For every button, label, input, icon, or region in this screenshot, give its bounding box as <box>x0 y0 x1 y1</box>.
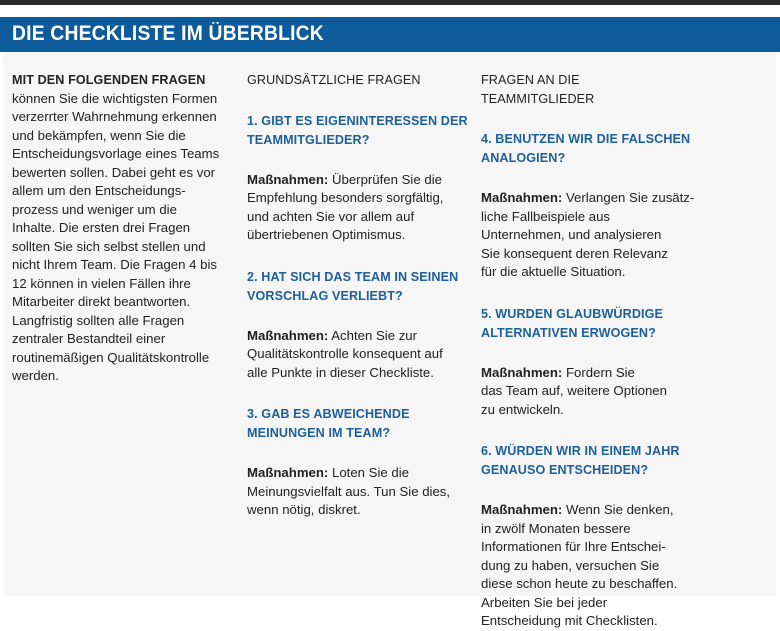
question-3: 3. GAB ES ABWEICHENDE MEINUNGEN IM TEAM? <box>247 407 410 440</box>
basic-questions-column <box>247 71 472 520</box>
team-questions-heading: FRAGEN AN DIE TEAMMITGLIEDER <box>481 73 595 106</box>
question-6: 6. WÜRDEN WIR IN EINEM JAHR GENAUSO ENTSCHEIDEN? <box>481 444 680 477</box>
measure-text: Fordern Sie das Team auf, weitere Optionen zu entwickeln. <box>481 364 667 417</box>
measure-text: Achten Sie zur Qualitätskontrolle konsequent auf alle Punkte in dieser Checkliste. <box>247 327 443 380</box>
team-questions-column <box>481 71 696 631</box>
measure-text: Wenn Sie denken, in zwölf Monaten bessere Informationen für Ihre Entschei- dung zu haben, versuchen Sie diese schon heute zu beschaffen. Arbeiten Sie bei jeder Entscheidung mit Checklisten. <box>481 502 678 628</box>
basic-questions-heading: GRUNDSÄTZLICHE FRAGEN <box>247 73 421 87</box>
measure-5 <box>481 364 696 420</box>
measure-text: Überprüfen Sie die Empfehlung besonders sorgfältig, und achten Sie vor allem auf übertriebenen Optimismus. <box>247 171 444 242</box>
question-4: 4. BENUTZEN WIR DIE FALSCHEN ANALOGIEN? <box>481 132 691 165</box>
title-banner <box>0 17 780 52</box>
measure-1 <box>247 171 472 245</box>
question-5: 5. WURDEN GLAUBWÜRDIGE ALTERNATIVEN ERWOGEN? <box>481 306 664 340</box>
measure-label: Maßnahmen: <box>481 190 563 205</box>
intro-column <box>12 71 237 386</box>
measure-label: Maßnahmen: <box>247 171 329 187</box>
measure-2 <box>247 327 472 383</box>
page-title: DIE CHECKLISTE IM ÜBERBLICK <box>12 22 324 45</box>
intro-heading: MIT DEN FOLGENDEN FRAGEN <box>12 73 206 87</box>
measure-label: Maßnahmen: <box>481 364 563 380</box>
measure-label: Maßnahmen: <box>247 327 329 343</box>
question-1: 1. GIBT ES EIGENINTERESSEN DER TEAMMITGLIEDER? <box>247 113 468 147</box>
top-rule <box>0 0 780 5</box>
measure-text: Loten Sie die Meinungsvielfalt aus. Tun Sie dies, wenn nötig, diskret. <box>247 465 451 517</box>
intro-text: können Sie die wichtigsten Formen verzerrter Wahrnehmung erkennen und bekämpfen, wenn Sie die Entscheidungsvorlage eines Teams bewerten sollen. Dabei geht es vor allem um den Entscheidungs- prozess und weniger um die Inhalte. Die ersten drei Fragen sollten Sie sich selbst stellen und nicht Ihrem Team. Die Fragen 4 bis 12 können in vielen Fällen ihre Mitarbeiter direkt beantworten. Langfristig sollten alle Fragen zentraler Bestandteil einer routinemäßigen Qualitätskontrolle werden. <box>12 90 220 383</box>
question-2: 2. HAT SICH DAS TEAM IN SEINEN VORSCHLAG VERLIEBT? <box>247 269 459 303</box>
measure-label: Maßnahmen: <box>247 465 329 480</box>
measure-6 <box>481 501 696 631</box>
measure-3 <box>247 464 472 520</box>
measure-text: Verlangen Sie zusätz- liche Fallbeispiele aus Unternehmen, und analysieren Sie konsequent deren Relevanz für die aktuelle Situation. <box>481 190 695 279</box>
measure-4 <box>481 189 696 282</box>
measure-label: Maßnahmen: <box>481 502 563 517</box>
